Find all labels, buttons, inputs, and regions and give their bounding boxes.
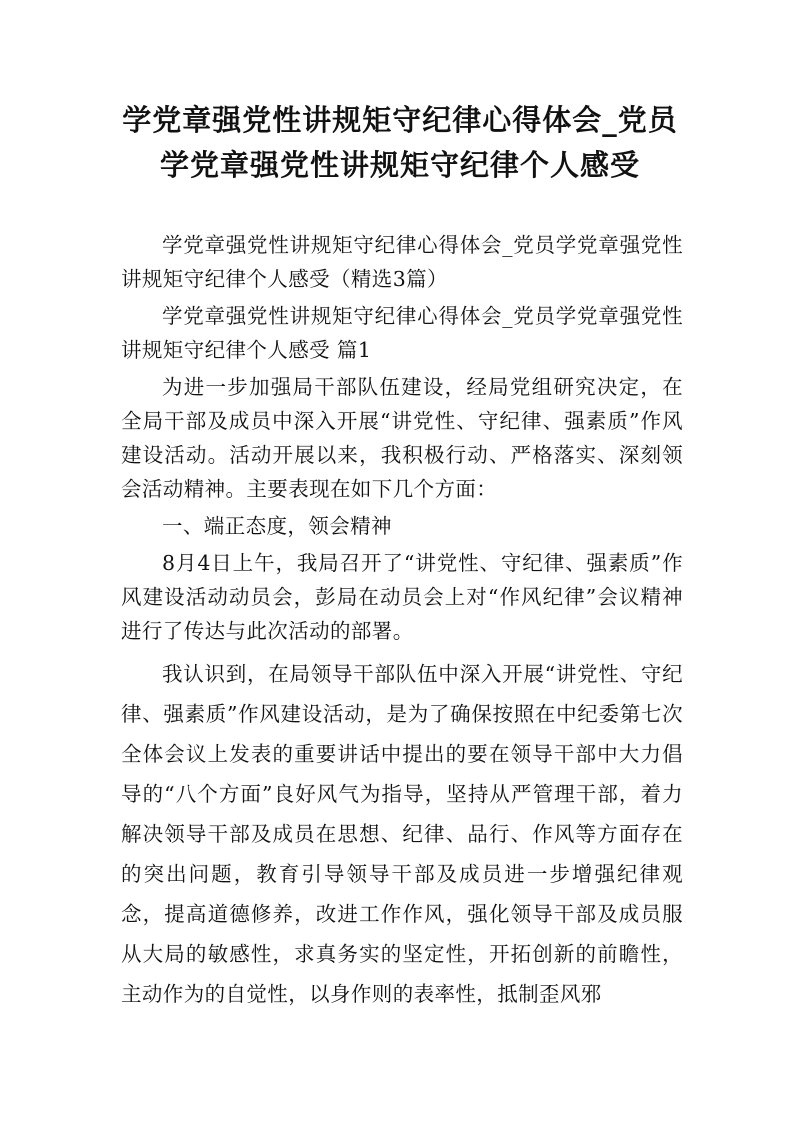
body-paragraph: 为进一步加强局干部队伍建设，经局党组研究决定，在全局干部及成员中深入开展“讲党性、守纪律、强素质”作风建设活动。活动开展以来，我积极行动、严格落实、深刻领会活动精神。主要表现在如下几个方面：: [121, 375, 683, 501]
intro-paragraph: 学党章强党性讲规矩守纪律心得体会_党员学党章强党性讲规矩守纪律个人感受（精选3篇）: [121, 233, 683, 291]
title-line-2: 学党章强党性讲规矩守纪律个人感受: [159, 148, 640, 182]
document-body: [121, 228, 683, 1014]
title-line-1: 学党章强党性讲规矩守纪律心得体会_党员: [122, 103, 678, 137]
section-heading-paragraph: 学党章强党性讲规矩守纪律心得体会_党员学党章强党性讲规矩守纪律个人感受 篇1: [121, 304, 683, 362]
body-paragraph: 我认识到，在局领导干部队伍中深入开展“讲党性、守纪律、强素质”作风建设活动，是为了确保按照在中纪委第七次全体会议上发表的重要讲话中提出的要在领导干部中大力倡导的“八个方面”良好风气为指导，坚持从严管理干部，着力解决领导干部及成员在思想、纪律、品行、作风等方面存在的突出问题，教育引导领导干部及成员进一步增强纪律观念，提高道德修养，改进工作作风，强化领导干部及成员服从大局的敏感性，求真务实的坚定性，开拓创新的前瞻性，主动作为的自觉性，以身作则的表率性，抵制歪风邪: [121, 662, 683, 1006]
document-title: [100, 98, 700, 188]
body-paragraph: 8月4日上午，我局召开了“讲党性、守纪律、强素质”作风建设活动动员会，彭局在动员会上对“作风纪律”会议精神进行了传达与此次活动的部署。: [121, 551, 683, 643]
subheading-paragraph: 一、端正态度，领会精神: [162, 514, 392, 538]
